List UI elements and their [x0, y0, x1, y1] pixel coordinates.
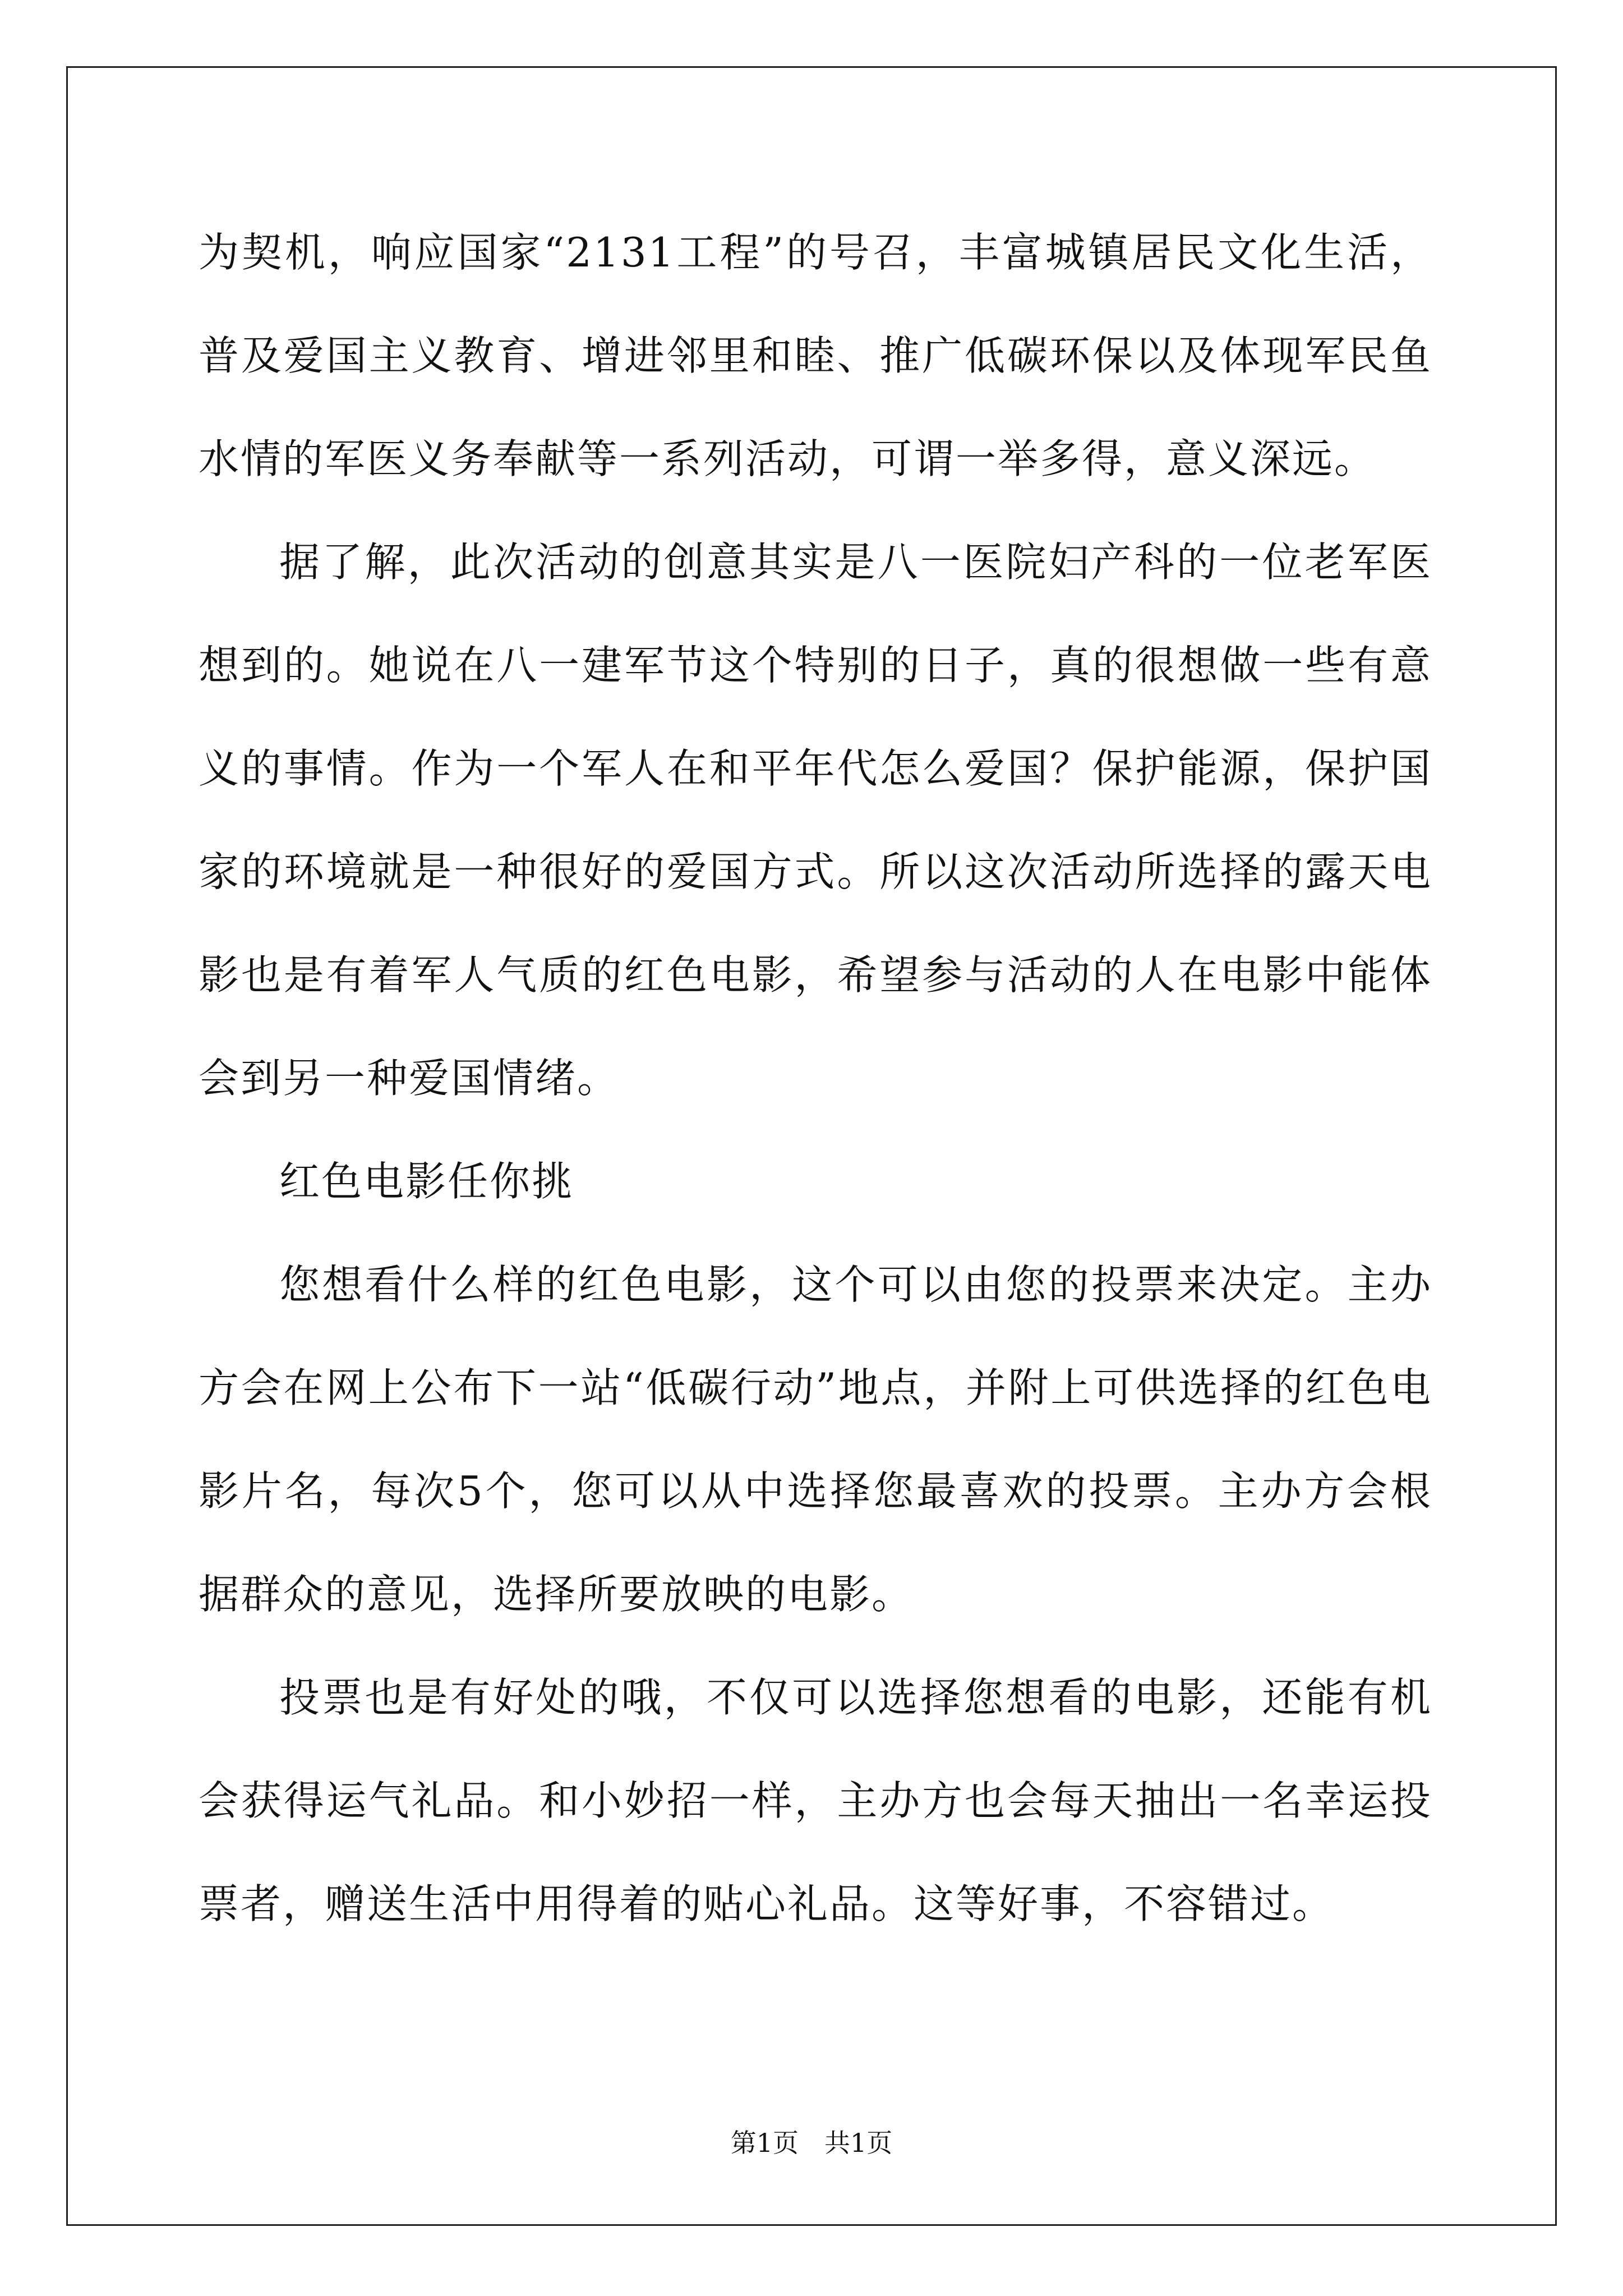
paragraph-2: 据了解，此次活动的创意其实是八一医院妇产科的一位老军医想到的。她说在八一建军节这个特别的日子，真的很想做一些有意义的事情。作为一个军人在和平年代怎么爱国？保护能源，保护国家的环境就是一种很好的爱国方式。所以这次活动所选择的露天电影也是有着军人气质的红色电影，希望参与活动的人在电影中能体会到另一种爱国情绪。	[199, 539, 1432, 1102]
paragraph-1: 为契机，响应国家“2131工程”的号召，丰富城镇居民文化生活，普及爱国主义教育、增进邻里和睦、推广低碳环保以及体现军民鱼水情的军医义务奉献等一系列活动，可谓一举多得，意义深远。	[199, 229, 1432, 482]
paragraph-4: 投票也是有好处的哦，不仅可以选择您想看的电影，还能有机会获得运气礼品。和小妙招一样，主办方也会每天抽出一名幸运投票者，赠送生活中用得着的贴心礼品。这等好事，不容错过。	[199, 1674, 1432, 1927]
section-heading: 红色电影任你挑	[279, 1158, 574, 1205]
document-body	[199, 201, 1432, 1955]
paragraph-3: 您想看什么样的红色电影，这个可以由您的投票来决定。主办方会在网上公布下一站“低碳行动”地点，并附上可供选择的红色电影片名，每次5个，您可以从中选择您最喜欢的投票。主办方会根据群众的意见，选择所要放映的电影。	[199, 1261, 1432, 1618]
page-footer: 第1页 共1页	[730, 2128, 893, 2158]
